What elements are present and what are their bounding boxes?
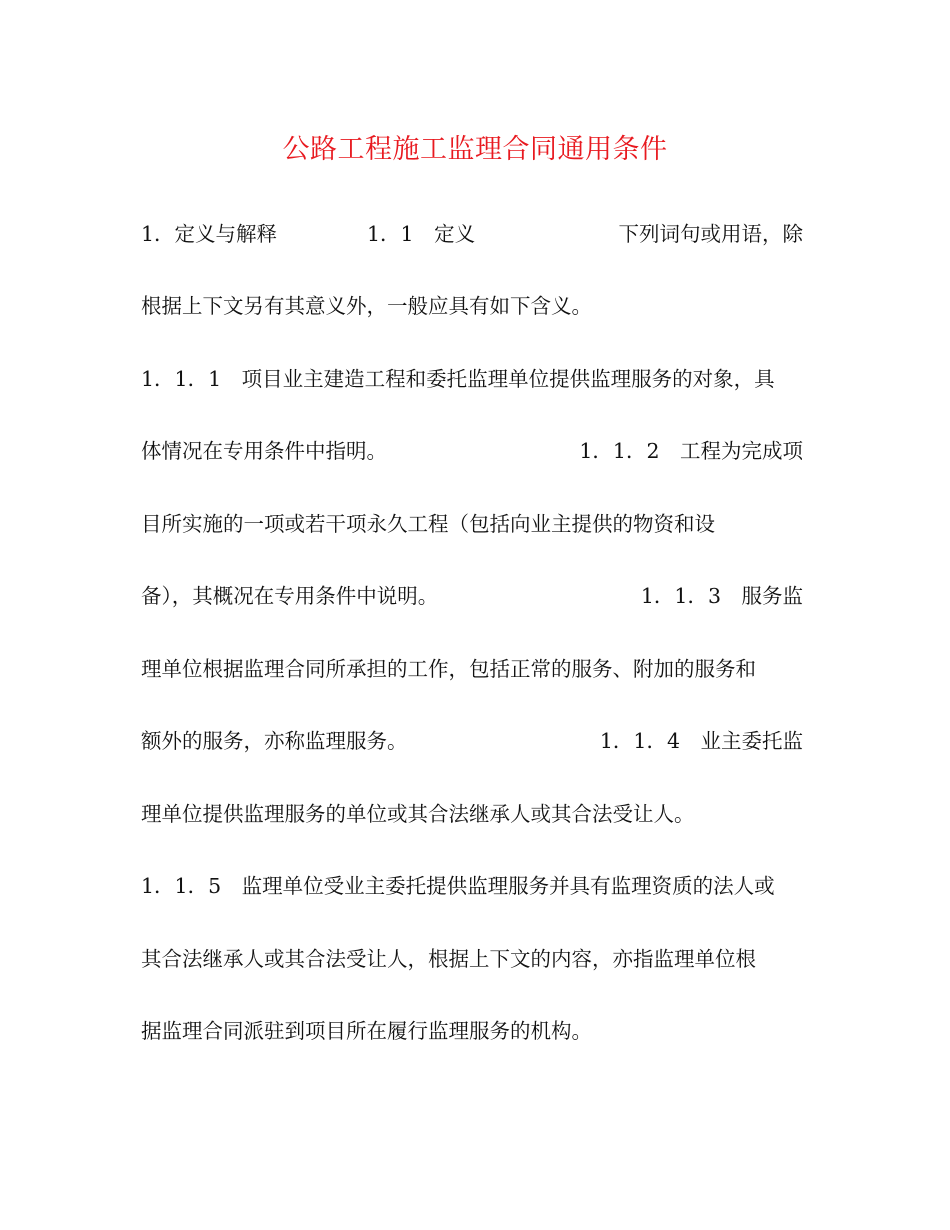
text-line-7 <box>141 651 803 687</box>
text-segment: 据监理合同派驻到项目所在履行监理服务的机构。 <box>141 1019 592 1043</box>
text-line-11 <box>141 941 803 977</box>
text-line-5 <box>141 506 803 542</box>
text-segment: 1．1．5 监理单位受业主委托提供监理服务并具有监理资质的法人或 <box>141 874 775 898</box>
text-segment: 下列词句或用语，除 <box>618 222 803 246</box>
text-line-4 <box>141 433 803 469</box>
text-line-12 <box>141 1013 803 1049</box>
text-line-8 <box>141 723 803 759</box>
text-line-6 <box>141 578 803 614</box>
text-line-9 <box>141 796 803 832</box>
text-segment: 理单位提供监理服务的单位或其合法继承人或其合法受让人。 <box>141 802 695 826</box>
text-segment: 备），其概况在专用条件中说明。 <box>141 584 439 608</box>
text-segment: 理单位根据监理合同所承担的工作，包括正常的服务、附加的服务和 <box>141 657 756 681</box>
text-line-1 <box>141 216 803 252</box>
section-heading: 1．定义与解释 <box>141 222 278 246</box>
text-line-10 <box>141 868 803 904</box>
text-segment: 体情况在专用条件中指明。 <box>141 439 387 463</box>
text-segment: 目所实施的一项或若干项永久工程（包括向业主提供的物资和设 <box>141 512 715 536</box>
text-segment: 1．1．4 业主委托监 <box>599 729 803 753</box>
text-line-3 <box>141 361 803 397</box>
text-segment: 1．1．2 工程为完成项 <box>579 439 803 463</box>
document-title: 公路工程施工监理合同通用条件 <box>282 134 668 165</box>
subsection-heading: 1．1 定义 <box>367 222 476 246</box>
text-segment: 根据上下文另有其意义外，一般应具有如下含义。 <box>141 294 592 318</box>
text-segment: 1．1．1 项目业主建造工程和委托监理单位提供监理服务的对象，具 <box>141 367 775 391</box>
text-line-2 <box>141 288 803 324</box>
text-segment: 额外的服务，亦称监理服务。 <box>141 729 408 753</box>
text-segment: 其合法继承人或其合法受让人，根据上下文的内容，亦指监理单位根 <box>141 947 756 971</box>
text-segment: 1．1．3 服务监 <box>640 584 803 608</box>
